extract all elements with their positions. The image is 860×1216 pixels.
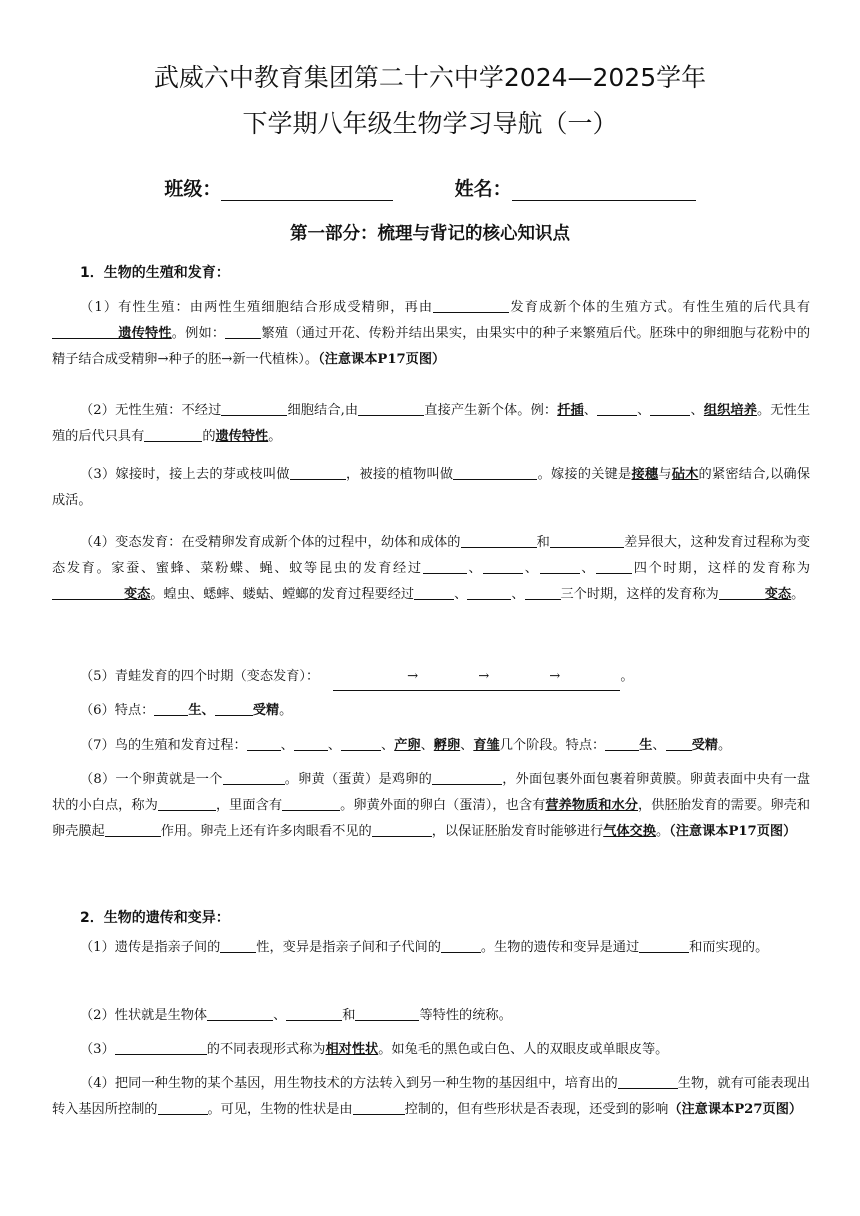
text: 。 xyxy=(620,669,634,684)
keyword: 遗传特性 xyxy=(118,326,172,341)
blank[interactable] xyxy=(550,533,624,548)
text: ，外面包裹外面包裹着卵黄膜。卵黄表面中央有一盘状的小白点，称为 xyxy=(52,772,811,813)
blank[interactable] xyxy=(414,585,454,600)
blank[interactable] xyxy=(433,298,509,313)
text: 细胞结合,由 xyxy=(287,403,359,418)
blank[interactable] xyxy=(596,559,632,574)
blank[interactable] xyxy=(605,736,639,751)
text: 和 xyxy=(536,535,550,550)
keyword: 生 xyxy=(639,738,653,753)
blank[interactable] xyxy=(597,401,637,416)
blank[interactable] xyxy=(52,585,124,600)
text: ，以保证胚胎发育时能够进行 xyxy=(431,824,604,839)
text: 三个时期，这样的发育称为 xyxy=(560,587,719,602)
genetics-paragraph-2 xyxy=(52,1003,810,1029)
text: （4）把同一种生物的某个基因，用生物技术的方法转入到另一种生物的基因组中，培育出的 xyxy=(80,1076,618,1091)
keyword: 相对性状 xyxy=(325,1042,379,1057)
blank[interactable] xyxy=(423,559,467,574)
text: 发育成新个体的生殖方式。有性生殖的后代具有 xyxy=(509,300,811,315)
blank[interactable] xyxy=(432,770,502,785)
text: 性，变异是指亲子间和子代间的 xyxy=(256,940,441,955)
text: 差异很大，这种发育过程称为变态发育。家蚕、蜜蜂、菜粉蝶、蝇、蚊等昆虫的发育经过 xyxy=(52,535,811,576)
text: 等特性的统称。 xyxy=(419,1008,512,1023)
text: 与 xyxy=(658,467,672,482)
keyword: 生 xyxy=(188,703,202,718)
text: ，供胚胎发育的需要。卵壳和卵壳膜起 xyxy=(52,798,811,839)
paragraph-8 xyxy=(52,767,810,845)
textbook-note: （注意课本P17页图） xyxy=(318,352,446,367)
text: 。无性生殖的后代只具有 xyxy=(52,403,811,444)
blank[interactable] xyxy=(158,796,216,811)
blank[interactable] xyxy=(154,701,188,716)
blank[interactable] xyxy=(355,1006,419,1021)
keyword: 气体交换 xyxy=(603,824,656,839)
blank[interactable] xyxy=(666,736,692,751)
text: 的紧密结合,以确保成活。 xyxy=(52,467,811,508)
text: （1）有性生殖：由两性生殖细胞结合形成受精卵，再由 xyxy=(80,300,434,315)
text: 。 xyxy=(279,703,293,718)
text: 的不同表现形式称为 xyxy=(206,1042,326,1057)
keyword: 变态 xyxy=(124,587,151,602)
keyword: 受精 xyxy=(252,703,280,718)
text: （7）鸟的生殖和发育过程： xyxy=(80,738,247,753)
keyword: 营养物质和水分 xyxy=(545,798,638,813)
student-info-row xyxy=(0,174,860,201)
frog-stages-blank[interactable] xyxy=(333,664,620,691)
separator: 、 xyxy=(637,403,651,418)
text: （1）遗传是指亲子间的 xyxy=(80,940,221,955)
text: （5）青蛙发育的四个时期（变态发育）： xyxy=(80,669,320,684)
text: 。 xyxy=(717,738,732,753)
paragraph-3 xyxy=(52,462,810,514)
keyword: 接穗 xyxy=(631,467,659,482)
blank[interactable] xyxy=(540,559,580,574)
separator: 、 xyxy=(201,703,215,718)
blank[interactable] xyxy=(52,324,118,339)
text: ，被接的植物叫做 xyxy=(345,467,454,482)
blank[interactable] xyxy=(453,465,537,480)
text: （2）性状就是生物体 xyxy=(80,1008,208,1023)
keyword: 受精 xyxy=(691,738,718,753)
text: 几个阶段。特点： xyxy=(499,738,606,753)
blank[interactable] xyxy=(467,585,511,600)
text: （4）变态发育：在受精卵发育成新个体的过程中，幼体和成体的 xyxy=(80,535,461,550)
text: 作用。卵壳上还有许多肉眼看不见的 xyxy=(160,824,372,839)
paragraph-4: （4）变态发育：在受精卵发育成新个体的过程中，幼体和成体的 和 差异很大，这种发育过程称为变态发育。家蚕、蜜蜂、菜粉蝶、蝇、蚊等昆虫的发育经过 、 、 、 四个时期，这样的发育称为变态。蝗虫、蟋蟀、蝼蛄、螳螂的发育过程要经过 、 、 三个时期，这样的发育称为 变态。 xyxy=(52,535,811,602)
blank[interactable] xyxy=(461,533,537,548)
arrow: → xyxy=(549,669,561,684)
text: （3）嫁接时，接上去的芽或枝叫做 xyxy=(80,467,290,482)
blank[interactable] xyxy=(247,736,281,751)
blank[interactable] xyxy=(225,324,261,339)
blank[interactable] xyxy=(286,1006,342,1021)
genetics-paragraph-3 xyxy=(52,1037,810,1063)
paragraph-1 xyxy=(52,295,810,373)
arrow: → xyxy=(407,669,419,684)
section-heading-1: 1．生物的生殖和发育： xyxy=(80,265,230,281)
blank[interactable] xyxy=(441,938,481,953)
blank[interactable] xyxy=(220,938,256,953)
text: 、 xyxy=(273,1008,287,1023)
blank[interactable] xyxy=(158,1100,208,1115)
blank[interactable] xyxy=(221,401,287,416)
blank[interactable] xyxy=(290,465,346,480)
blank[interactable] xyxy=(372,822,432,837)
text: 。 xyxy=(791,587,805,602)
blank[interactable] xyxy=(483,559,523,574)
name-field[interactable] xyxy=(512,180,696,201)
text: （2）无性生殖：不经过 xyxy=(80,403,222,418)
text: 。生物的遗传和变异是通过 xyxy=(480,940,640,955)
text: 直接产生新个体。例： xyxy=(424,403,558,418)
text: （6）特点： xyxy=(80,703,155,718)
text: 繁殖（通过开花、传粉并结出果实，由果实中的种子来繁殖后代。胚珠中的卵细胞与花粉中的精子结合成受精卵→种子的胚→新一代植株）。 xyxy=(52,326,811,367)
text: 的 xyxy=(202,429,216,444)
class-field[interactable] xyxy=(221,180,393,201)
keyword: 育雏 xyxy=(473,738,500,753)
blank[interactable] xyxy=(639,938,689,953)
keyword: 孵卵 xyxy=(433,738,461,753)
blank[interactable] xyxy=(282,796,340,811)
keyword: 遗传特性 xyxy=(215,429,269,444)
text: 四个时期，这样的发育称为 xyxy=(632,561,811,576)
textbook-note: （注意课本P17页图） xyxy=(669,824,797,839)
text: 。卵黄（蛋黄）是鸡卵的 xyxy=(284,772,433,787)
arrow: → xyxy=(478,669,490,684)
blank[interactable] xyxy=(215,701,253,716)
blank[interactable] xyxy=(207,1006,273,1021)
text: 。 xyxy=(268,429,282,444)
separator: 、 xyxy=(690,403,704,418)
blank[interactable] xyxy=(105,822,161,837)
blank[interactable] xyxy=(294,736,328,751)
text: 和 xyxy=(689,940,703,955)
blank[interactable] xyxy=(618,1074,678,1089)
separator: 、 xyxy=(583,403,598,418)
keyword: 组织培养 xyxy=(703,403,757,418)
paragraph-5 xyxy=(52,664,810,691)
paragraph-6 xyxy=(52,698,810,724)
keyword: 变态 xyxy=(764,587,792,602)
genetics-paragraph-1 xyxy=(52,935,810,961)
text: （3） xyxy=(80,1042,115,1057)
text: 。蝗虫、蟋蟀、蝼蛄、螳螂的发育过程要经过 xyxy=(150,587,415,602)
blank[interactable] xyxy=(650,401,690,416)
keyword: 产卵 xyxy=(394,738,421,753)
paragraph-2 xyxy=(52,398,810,450)
text: 。卵黄外面的卵白（蛋清），也含有 xyxy=(340,798,546,813)
blank[interactable] xyxy=(115,1040,207,1055)
text: 而实现的。 xyxy=(702,940,769,955)
text: （8）一个卵黄就是一个 xyxy=(80,772,223,787)
name-label: 姓名： xyxy=(454,178,512,200)
blank[interactable] xyxy=(358,401,424,416)
text: 和 xyxy=(342,1008,356,1023)
title-line-2: 下学期八年级生物学习导航（一） xyxy=(242,109,618,138)
class-label: 班级： xyxy=(164,178,222,200)
genetics-paragraph-4 xyxy=(52,1071,810,1123)
blank[interactable] xyxy=(353,1100,405,1115)
text: 。例如： xyxy=(171,326,226,341)
text: 的影响 xyxy=(628,1102,669,1117)
section-heading-2: 2．生物的遗传和变异： xyxy=(80,910,230,926)
text: 。 xyxy=(655,824,670,839)
blank[interactable] xyxy=(719,585,765,600)
part-title: 第一部分：梳理与背记的核心知识点 xyxy=(290,224,570,244)
text: 。嫁接的关键是 xyxy=(537,467,632,482)
paragraph-7: （7）鸟的生殖和发育过程： 、 、 、产卵、孵卵、育雏几个阶段。特点： 生、 受精。 xyxy=(80,738,732,753)
text: 生物，就有可能表现出转入基因所控制的 xyxy=(52,1076,810,1117)
text: 。可见，生物的性状是由 xyxy=(207,1102,353,1117)
text: 控制的，但有些形状是否表现，还受到 xyxy=(404,1102,629,1117)
keyword: 砧木 xyxy=(671,467,699,482)
blank[interactable] xyxy=(341,736,381,751)
textbook-note: （注意课本P27页图） xyxy=(668,1102,803,1117)
text: 。如兔毛的黑色或白色、人的双眼皮或单眼皮等。 xyxy=(378,1042,669,1057)
blank[interactable] xyxy=(525,585,561,600)
text: ，里面含有 xyxy=(215,798,283,813)
keyword: 扦插 xyxy=(557,403,584,418)
blank[interactable] xyxy=(144,427,202,442)
blank[interactable] xyxy=(223,770,285,785)
title-line-1: 武威六中教育集团第二十六中学2024—2025学年 xyxy=(153,63,707,92)
